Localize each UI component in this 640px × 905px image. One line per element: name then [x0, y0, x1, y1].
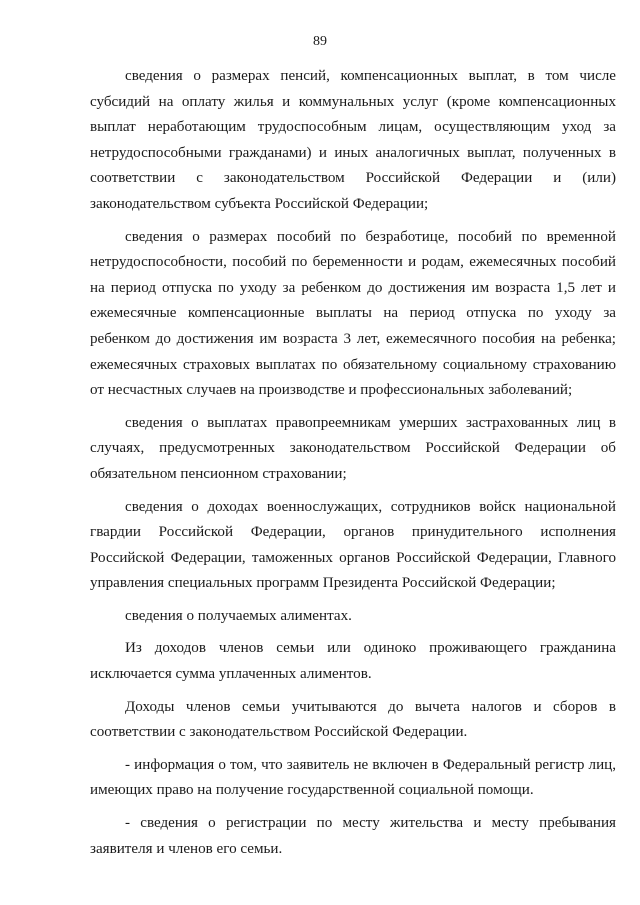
document-body	[90, 64, 616, 869]
paragraph-alimony-received: сведения о получаемых алиментах.	[125, 607, 352, 624]
paragraph-military-income: сведения о доходах военнослужащих, сотрудников войск национальной гвардии Российской Федерации, органов принудительного исполнения Российской Федерации, таможенных органов Российской Федерации, Главного управления специальных программ Президента Российской Федерации;	[90, 498, 616, 592]
paragraph-benefits-info: сведения о размерах пособий по безработице, пособий по временной нетрудоспособности, пособий по беременности и родам, ежемесячных пособий на период отпуска по уходу за ребенком до достижения им возраста 1,5 лет и ежемесячные компенсационные выплаты на период отпуска по уходу за ребенком до достижения им возраста 3 лет, ежемесячного пособия на ребенка; ежемесячных страховых выплатах по обязательному социальному страхованию от несчастных случаев на производстве и профессиональных заболеваний;	[90, 228, 616, 399]
paragraph-federal-register: - информация о том, что заявитель не включен в Федеральный регистр лиц, имеющих право на получение государственной социальной помощи.	[90, 756, 616, 799]
paragraph-alimony-paid: Из доходов членов семьи или одиноко проживающего гражданина исключается сумма уплаченных алиментов.	[90, 640, 616, 683]
page-number: 89	[313, 34, 327, 49]
paragraph-pension-info: сведения о размерах пенсий, компенсационных выплат, в том числе субсидий на оплату жилья и коммунальных услуг (кроме компенсационных выплат неработающим трудоспособным лицам, осуществляющим уход за нетрудоспособными гражданами) и иных аналогичных выплат, полученных в соответствии с законодательством Российской Федерации и (или) законодательством субъекта Российской Федерации;	[90, 68, 616, 212]
paragraph-income-before-tax: Доходы членов семьи учитываются до вычета налогов и сборов в соответствии с законодательством Российской Федерации.	[90, 698, 616, 741]
paragraph-successor-payments: сведения о выплатах правопреемникам умерших застрахованных лиц в случаях, предусмотренных законодательством Российской Федерации об обязательном пенсионном страховании;	[90, 414, 616, 482]
paragraph-registration-info: - сведения о регистрации по месту жительства и месту пребывания заявителя и членов его семьи.	[90, 815, 616, 857]
